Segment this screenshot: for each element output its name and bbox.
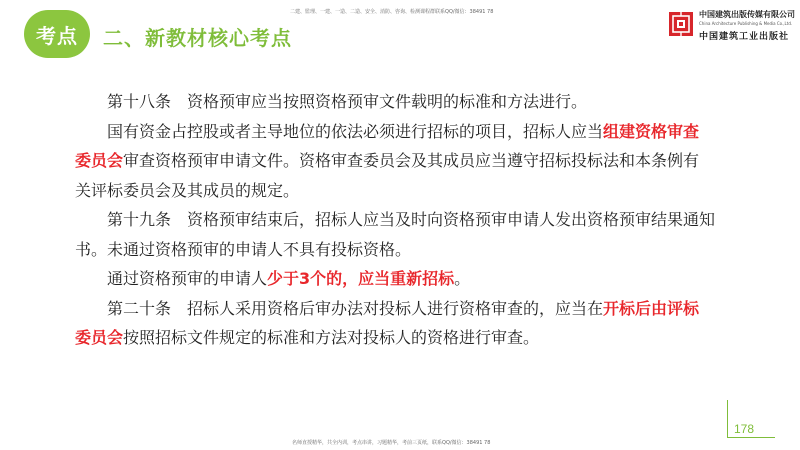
publisher-logo-block (668, 9, 795, 42)
text-segment: 国有资金占控股或者主导地位的依法必须进行招标的项目，招标人应当 (107, 121, 604, 141)
text-segment: 审查资格预审申请文件。资格审查委员会及其成员应当遵守招标投标法和本条例有关评标委员会及其成员的规定。 (75, 151, 700, 200)
page-number: 178 (734, 422, 755, 436)
corner-divider-vertical (727, 400, 728, 438)
publisher-logo-icon (668, 11, 694, 37)
text-segment: 按照招标文件规定的标准和方法对投标人的资格进行审查。 (123, 328, 540, 347)
highlight-text: 组建资格审查委员会 (75, 121, 700, 170)
corner-divider-horizontal (727, 437, 775, 438)
publisher-name-en: China Architecture Publishing & Media Co.,Ltd. (699, 21, 793, 26)
publisher-name-cn: 中国建筑出版传媒有限公司 (699, 10, 795, 19)
top-note: 二建、監理、一建、一造、二造、安全、消防、咨询、检测课程群联系QQ/微信：38491 78 (290, 9, 494, 15)
paragraph-review-committee (75, 117, 715, 206)
publisher-name-cn-secondary: 中国建筑工业出版社 (699, 32, 790, 42)
topic-badge (24, 10, 90, 58)
article-content (75, 87, 715, 353)
paragraph-article-19: 第十九条 资格预审结束后，招标人应当及时向资格预审申请人发出资格预审结果通知书。未通过资格预审的申请人不具有投标资格。 (75, 210, 716, 259)
paragraph-article-20 (75, 294, 715, 353)
highlight-text: 开标后由评标委员会 (75, 298, 700, 347)
paragraph-rebid (75, 264, 715, 294)
text-segment: 通过资格预审的申请人 (107, 269, 268, 288)
bottom-note: 名师直授精华，共全内训，考点串讲，习题精华，考前三页纸，联系QQ/微信：38491 78 (292, 440, 491, 446)
topic-badge-label: 考点 (36, 23, 78, 48)
text-segment: 。 (454, 269, 471, 288)
text-segment: 第二十条 招标人采用资格后审办法对投标人进行资格审查的，应当在 (107, 298, 604, 318)
highlight-text: 少于3个的，应当重新招标 (267, 269, 455, 288)
paragraph-article-18: 第十八条 资格预审应当按照资格预审文件载明的标准和方法进行。 (107, 92, 588, 111)
section-title: 二、新教材核心考点 (103, 26, 292, 50)
